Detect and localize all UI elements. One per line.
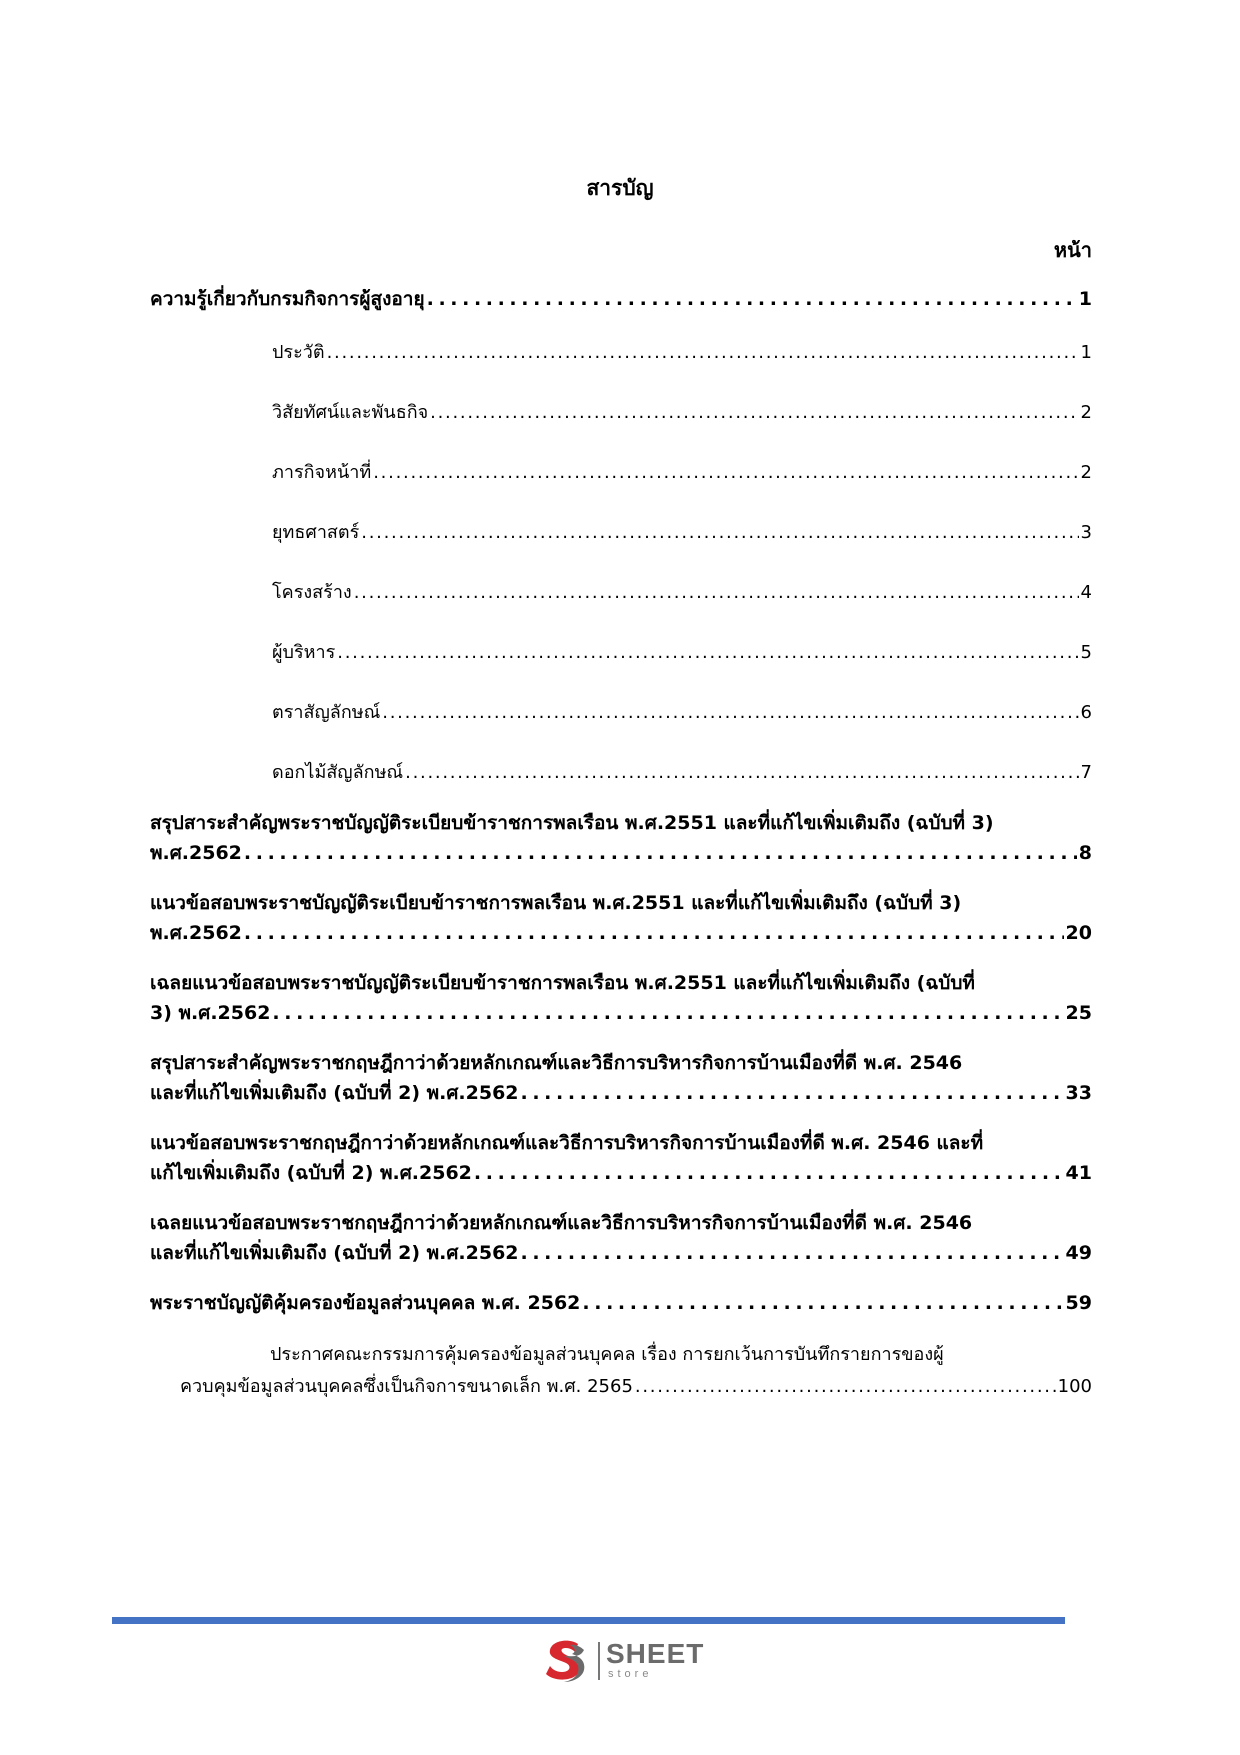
toc-entry-page: 5 xyxy=(1080,642,1092,663)
logo-s-icon xyxy=(540,1636,590,1686)
toc-entry-text: ควบคุมข้อมูลส่วนบุคคลซึ่งเป็นกิจการขนาดเล็ก พ.ศ. 2565 xyxy=(180,1376,633,1397)
page-column-label: หน้า xyxy=(1053,238,1092,262)
toc-subentry xyxy=(150,578,1092,608)
dot-leader xyxy=(272,998,1063,1028)
toc-subentry xyxy=(150,1340,1092,1404)
toc-entry xyxy=(150,808,1092,868)
sheet-store-logo xyxy=(540,1636,710,1686)
toc-entry-text: พระราชบัญญัติคุ้มครองข้อมูลส่วนบุคคล พ.ศ. 2562 xyxy=(150,1292,581,1314)
toc-entry-page: 1 xyxy=(1078,288,1092,310)
toc-entry xyxy=(150,284,1092,314)
toc-entry-page: 59 xyxy=(1065,1292,1092,1314)
toc-entry-text: 3) พ.ศ.2562 xyxy=(150,1002,271,1024)
toc-entry-text: ยุทธศาสตร์ xyxy=(272,522,360,543)
toc-entry-page: 49 xyxy=(1065,1242,1092,1264)
dot-leader xyxy=(405,758,1078,788)
toc-subentry xyxy=(150,398,1092,428)
toc-entry xyxy=(150,968,1092,1028)
toc-subentry xyxy=(150,758,1092,788)
toc-entry-page: 25 xyxy=(1065,1002,1092,1024)
logo-separator xyxy=(598,1642,600,1680)
toc-entry-text-line1: สรุปสาระสำคัญพระราชกฤษฎีกาว่าด้วยหลักเกณฑ์และวิธีการบริหารกิจการบ้านเมืองที่ดี พ.ศ. 2546 xyxy=(150,1052,963,1074)
toc-entry-page: 3 xyxy=(1080,522,1092,543)
dot-leader xyxy=(382,698,1078,728)
toc-entry-text: ผู้บริหาร xyxy=(272,642,336,663)
toc-entry-page: 41 xyxy=(1065,1162,1092,1184)
toc-entry-text: ประวัติ xyxy=(272,342,325,363)
toc-entry-text: และที่แก้ไขเพิ่มเติมถึง (ฉบับที่ 2) พ.ศ.2562 xyxy=(150,1082,519,1104)
toc-entry xyxy=(150,888,1092,948)
toc-entry xyxy=(150,1048,1092,1108)
toc-entry-page: 2 xyxy=(1080,462,1092,483)
toc-subentry xyxy=(150,338,1092,368)
toc-entry-text: วิสัยทัศน์และพันธกิจ xyxy=(272,402,429,423)
toc-subentry xyxy=(150,458,1092,488)
footer-bar xyxy=(112,1617,1065,1624)
toc-entry-text-line1: เฉลยแนวข้อสอบพระราชบัญญัติระเบียบข้าราชการพลเรือน พ.ศ.2551 และที่แก้ไขเพิ่มเติมถึง (ฉบับที่ xyxy=(150,972,975,994)
toc-subentry xyxy=(150,518,1092,548)
toc-entry-text: ตราสัญลักษณ์ xyxy=(272,702,381,723)
toc-subentry xyxy=(150,698,1092,728)
dot-leader xyxy=(327,338,1079,368)
toc-entry-text: ภารกิจหน้าที่ xyxy=(272,462,372,483)
dot-leader xyxy=(244,918,1064,948)
logo-text: SHEET xyxy=(606,1638,705,1669)
dot-leader xyxy=(474,1158,1064,1188)
toc-entry-text: ดอกไม้สัญลักษณ์ xyxy=(272,762,404,783)
toc-entry-text-line1: แนวข้อสอบพระราชบัญญัติระเบียบข้าราชการพลเรือน พ.ศ.2551 และที่แก้ไขเพิ่มเติมถึง (ฉบับที่ 3) xyxy=(150,892,962,914)
toc-entry-page: 1 xyxy=(1080,342,1092,363)
dot-leader xyxy=(244,838,1077,868)
toc-entry xyxy=(150,1288,1092,1318)
toc-entry-text-line1: สรุปสาระสำคัญพระราชบัญญัติระเบียบข้าราชการพลเรือน พ.ศ.2551 และที่แก้ไขเพิ่มเติมถึง (ฉบับที่ 3) xyxy=(150,812,994,834)
dot-leader xyxy=(521,1238,1064,1268)
toc-entry-page: 33 xyxy=(1065,1082,1092,1104)
dot-leader xyxy=(354,578,1079,608)
dot-leader xyxy=(427,284,1077,314)
dot-leader xyxy=(361,518,1078,548)
toc-title: สารบัญ xyxy=(586,176,654,200)
toc-entry-page: 20 xyxy=(1065,922,1092,944)
dot-leader xyxy=(521,1078,1064,1108)
logo-subtext: store xyxy=(608,1668,653,1680)
toc-entry-text: พ.ศ.2562 xyxy=(150,922,242,944)
toc-entry-text-line1: เฉลยแนวข้อสอบพระราชกฤษฎีกาว่าด้วยหลักเกณฑ์และวิธีการบริหารกิจการบ้านเมืองที่ดี พ.ศ. 2546 xyxy=(150,1212,973,1234)
toc-entry-page: 100 xyxy=(1057,1376,1092,1397)
toc-entry-page: 4 xyxy=(1080,582,1092,603)
toc-entry-text: พ.ศ.2562 xyxy=(150,842,242,864)
toc-entry-text: ความรู้เกี่ยวกับกรมกิจการผู้สูงอายุ xyxy=(150,288,425,310)
toc-entry xyxy=(150,1128,1092,1188)
dot-leader xyxy=(430,398,1078,428)
toc-entry-text: และที่แก้ไขเพิ่มเติมถึง (ฉบับที่ 2) พ.ศ.2562 xyxy=(150,1242,519,1264)
toc-entry-page: 7 xyxy=(1080,762,1092,783)
table-of-contents xyxy=(150,284,1092,1404)
toc-entry-text-line1: แนวข้อสอบพระราชกฤษฎีกาว่าด้วยหลักเกณฑ์และวิธีการบริหารกิจการบ้านเมืองที่ดี พ.ศ. 2546 และที่ xyxy=(150,1132,984,1154)
toc-entry xyxy=(150,1208,1092,1268)
toc-entry-text: แก้ไขเพิ่มเติมถึง (ฉบับที่ 2) พ.ศ.2562 xyxy=(150,1162,472,1184)
toc-entry-text-line1: ประกาศคณะกรรมการคุ้มครองข้อมูลส่วนบุคคล เรื่อง การยกเว้นการบันทึกรายการของผู้ xyxy=(270,1344,944,1365)
dot-leader xyxy=(337,638,1078,668)
toc-entry-page: 8 xyxy=(1078,842,1092,864)
toc-entry-page: 2 xyxy=(1080,402,1092,423)
dot-leader xyxy=(582,1288,1063,1318)
toc-entry-page: 6 xyxy=(1080,702,1092,723)
toc-entry-text: โครงสร้าง xyxy=(272,582,352,603)
toc-subentry xyxy=(150,638,1092,668)
dot-leader xyxy=(373,458,1078,488)
dot-leader xyxy=(635,1370,1056,1404)
